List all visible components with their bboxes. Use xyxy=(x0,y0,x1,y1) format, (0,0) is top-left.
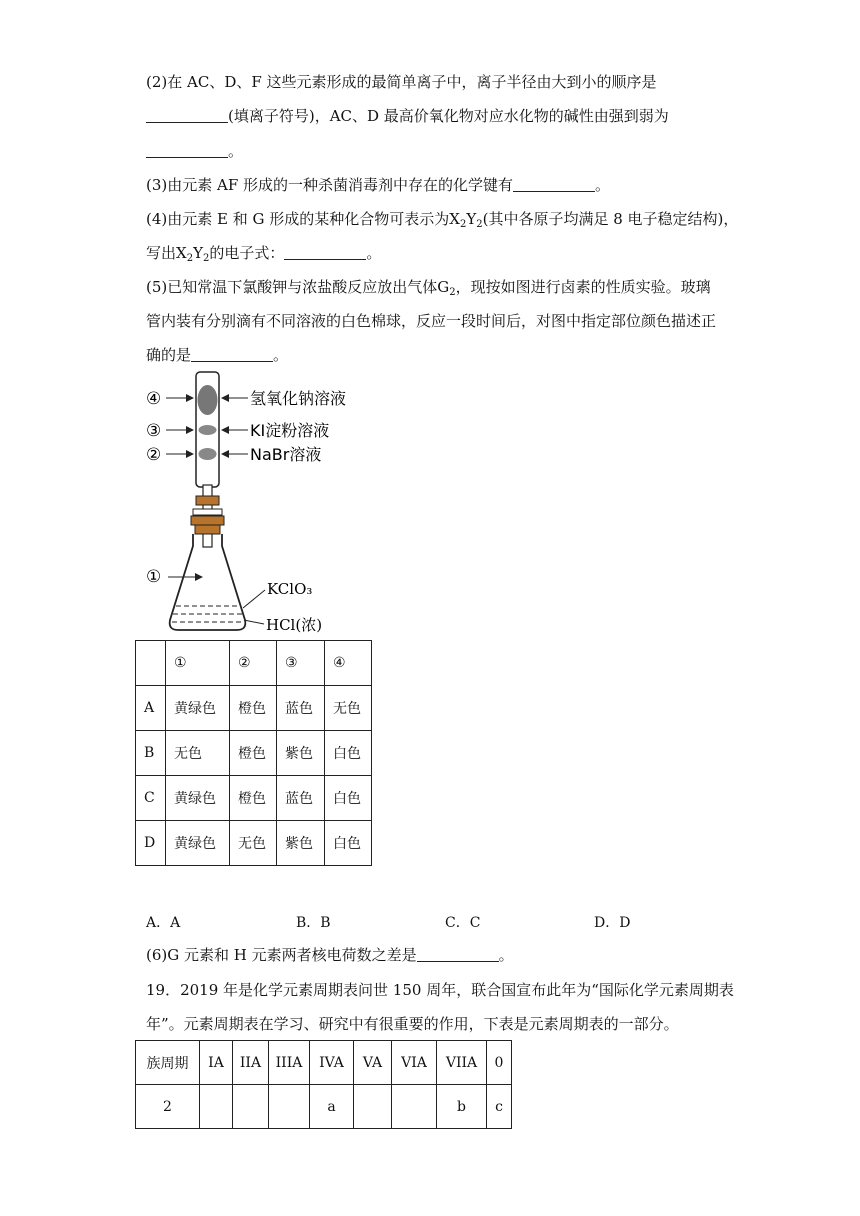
table-cell: 白色 xyxy=(325,821,372,866)
answer-blank[interactable] xyxy=(284,244,366,260)
table-cell: B xyxy=(136,731,166,776)
label-hcl: HCl(浓) xyxy=(266,616,323,634)
table-row xyxy=(136,821,372,866)
table-cell: IA xyxy=(200,1041,233,1085)
table-cell: VIA xyxy=(392,1041,437,1085)
table-cell: 橙色 xyxy=(230,776,277,821)
q5-text: ，现按如图进行卤素的性质实验。玻璃 xyxy=(455,278,711,296)
marker-3: ③ xyxy=(146,421,162,441)
q4-line1 xyxy=(146,209,738,235)
option-d[interactable]: D．D xyxy=(594,915,631,931)
table-cell xyxy=(354,1085,392,1129)
table-cell: 黄绿色 xyxy=(166,686,230,731)
table-cell: IIIA xyxy=(269,1041,310,1085)
table-cell: a xyxy=(310,1085,354,1129)
table-cell: b xyxy=(437,1085,487,1129)
q2-text: 。 xyxy=(228,142,244,160)
q6-text: (6)G 元素和 H 元素两者核电荷数之差是 xyxy=(146,946,417,964)
table-cell xyxy=(392,1085,437,1129)
q4-line2 xyxy=(146,243,381,269)
table-cell: 无色 xyxy=(166,731,230,776)
table-cell: A xyxy=(136,686,166,731)
q3-text: 。 xyxy=(595,176,611,194)
answer-blank[interactable] xyxy=(146,107,228,123)
table-cell: IIA xyxy=(233,1041,269,1085)
table-cell: 紫色 xyxy=(277,821,325,866)
answer-blank[interactable] xyxy=(146,142,228,158)
table-row xyxy=(136,686,372,731)
table-cell: 2 xyxy=(136,1085,200,1129)
periodic-table xyxy=(135,1040,512,1129)
answer-blank[interactable] xyxy=(191,346,273,362)
table-header-row xyxy=(136,641,372,686)
table-cell: VA xyxy=(354,1041,392,1085)
cotton-ball-naoh xyxy=(198,385,218,415)
q19-line2 xyxy=(146,1014,679,1034)
formula: $X_2Y_2$ xyxy=(449,210,483,230)
table-cell: ④ xyxy=(325,641,372,686)
q2-line3 xyxy=(146,141,243,161)
answer-blank[interactable] xyxy=(417,946,499,962)
table-header-row xyxy=(136,1041,512,1085)
option-a[interactable]: A．A xyxy=(146,915,181,931)
q5-text: 。 xyxy=(273,346,289,364)
q19-text: 19．2019 年是化学元素周期表问世 150 周年，联合国宣布此年为“国际化学元素周期表 xyxy=(146,981,734,999)
q3-line xyxy=(146,175,610,195)
q5-line1 xyxy=(146,277,711,303)
table-cell: 黄绿色 xyxy=(166,776,230,821)
table-cell: C xyxy=(136,776,166,821)
table-cell: 橙色 xyxy=(230,686,277,731)
q5-text: 管内装有分别滴有不同溶液的白色棉球，反应一段时间后，对图中指定部位颜色描述正 xyxy=(146,312,717,330)
stopper-upper xyxy=(196,496,219,505)
table-cell: 族周期 xyxy=(136,1041,200,1085)
q6-line xyxy=(146,945,514,965)
answer-blank[interactable] xyxy=(513,176,595,192)
q4-text: (4)由元素 E 和 G 形成的某种化合物可表示为 xyxy=(146,210,450,228)
table-cell xyxy=(200,1085,233,1129)
q4-text: (其中各原子均满足 8 电子稳定结构)， xyxy=(482,210,739,228)
conical-flask xyxy=(170,534,246,630)
table-cell: c xyxy=(487,1085,512,1129)
table-cell: 蓝色 xyxy=(277,686,325,731)
marker-4: ④ xyxy=(146,389,162,409)
table-cell: ② xyxy=(230,641,277,686)
table-cell: 无色 xyxy=(325,686,372,731)
option-c[interactable]: C．C xyxy=(445,915,481,931)
q4-text: 的电子式： xyxy=(209,244,285,262)
table-cell xyxy=(269,1085,310,1129)
table-cell: 0 xyxy=(487,1041,512,1085)
q3-text: (3)由元素 AF 形成的一种杀菌消毒剂中存在的化学键有 xyxy=(146,176,514,194)
formula: $G_2$ xyxy=(437,278,456,298)
color-table xyxy=(135,640,372,866)
q19-line1 xyxy=(146,980,734,1000)
label-kclo3: KClO₃ xyxy=(267,580,313,598)
q5-line3 xyxy=(146,345,288,365)
table-cell xyxy=(136,641,166,686)
q5-line2 xyxy=(146,311,716,331)
label-nabr: NaBr溶液 xyxy=(250,445,322,464)
table-row xyxy=(136,731,372,776)
table-cell: D xyxy=(136,821,166,866)
q19-text: 年”。元素周期表在学习、研究中有很重要的作用，下表是元素周期表的一部分。 xyxy=(146,1015,679,1033)
q2-line2 xyxy=(146,106,669,126)
table-cell: 黄绿色 xyxy=(166,821,230,866)
table-row xyxy=(136,1085,512,1129)
table-cell: ③ xyxy=(277,641,325,686)
label-naoh: 氢氧化钠溶液 xyxy=(250,389,347,408)
marker-2: ② xyxy=(146,445,162,465)
marker-1: ① xyxy=(146,567,162,587)
table-cell: 白色 xyxy=(325,776,372,821)
table-cell: ① xyxy=(166,641,230,686)
q4-text: 写出 xyxy=(146,244,177,262)
table-cell: 白色 xyxy=(325,731,372,776)
cotton-ball-ki xyxy=(199,425,217,435)
q4-text: 。 xyxy=(366,244,382,262)
q2-line1 xyxy=(146,72,657,92)
table-cell: 橙色 xyxy=(230,731,277,776)
q5-text: 确的是 xyxy=(146,346,192,364)
cotton-ball-nabr xyxy=(199,448,217,460)
table-cell: 紫色 xyxy=(277,731,325,776)
q6-text: 。 xyxy=(498,946,514,964)
halogen-apparatus-figure xyxy=(140,368,380,638)
table-cell: 无色 xyxy=(230,821,277,866)
table-cell: IVA xyxy=(310,1041,354,1085)
table-cell xyxy=(233,1085,269,1129)
option-b[interactable]: B．B xyxy=(296,915,331,931)
stopper-lower xyxy=(191,516,224,525)
label-ki-starch: KI淀粉溶液 xyxy=(250,421,330,440)
table-cell: 蓝色 xyxy=(277,776,325,821)
q2-text: (填离子符号)，AC、D 最高价氧化物对应水化物的碱性由强到弱为 xyxy=(228,107,669,125)
q2-text: (2)在 AC、D、F 这些元素形成的最简单离子中，离子半径由大到小的顺序是 xyxy=(146,73,657,91)
q5-text: (5)已知常温下氯酸钾与浓盐酸反应放出气体 xyxy=(146,278,438,296)
formula: $X_2Y_2$ xyxy=(176,244,210,264)
table-row xyxy=(136,776,372,821)
table-cell: VIIA xyxy=(437,1041,487,1085)
